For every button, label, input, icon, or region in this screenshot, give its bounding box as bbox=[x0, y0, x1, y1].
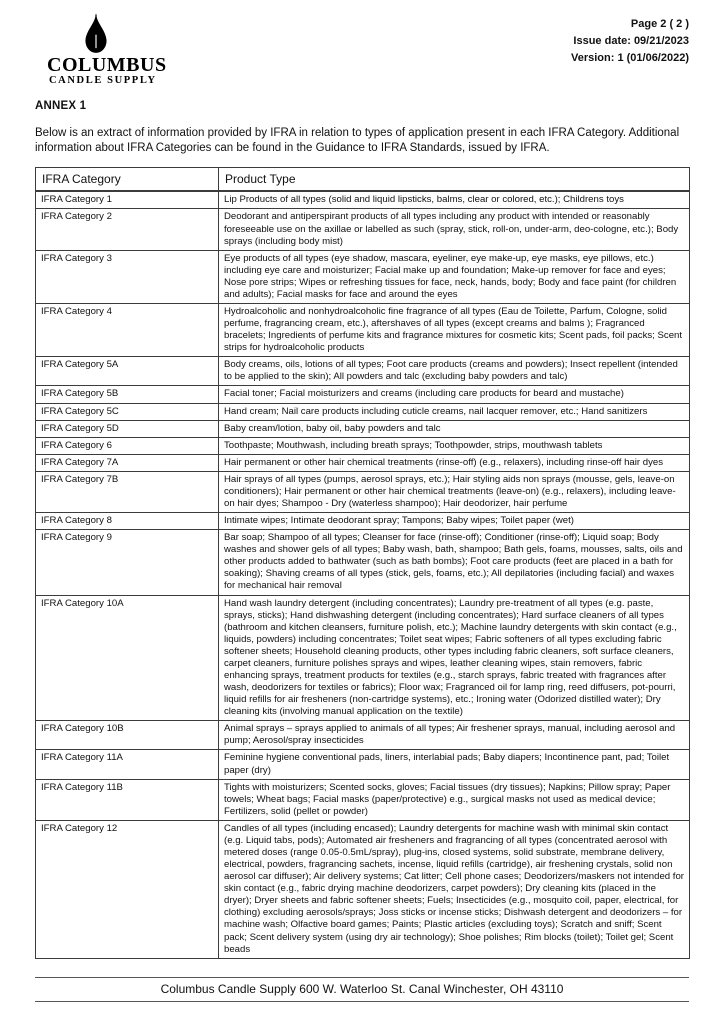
ifra-category-cell: IFRA Category 7B bbox=[36, 471, 219, 512]
company-logo bbox=[35, 14, 235, 87]
page-number: Page 2 ( 2 ) bbox=[630, 18, 689, 30]
column-header-product-type: Product Type bbox=[219, 168, 690, 192]
product-type-cell: Hand cream; Nail care products including cuticle creams, nail lacquer remover, etc.; Hand sanitizers bbox=[219, 403, 690, 420]
table-row bbox=[36, 209, 690, 250]
ifra-category-cell: IFRA Category 5B bbox=[36, 386, 219, 403]
flame-icon bbox=[81, 14, 111, 54]
product-type-cell: Hair sprays of all types (pumps, aerosol sprays, etc.); Hair styling aids non sprays (mousse, gels, leave-on conditioners); Hair permanent or other hair chemical treatments (leave-on) (e.g., relaxers), including leave-on hair dyes; Shampoo - Dry (waterless shampoo); Hair deodorizer, hair perfume bbox=[219, 471, 690, 512]
ifra-category-cell: IFRA Category 7A bbox=[36, 454, 219, 471]
product-type-cell: Candles of all types (including encased); Laundry detergents for machine wash with minimal skin contact (e.g. Liquid tabs, pods); Automated air fresheners and fragrancing of all types (concentrated aerosol with metered doses (range 0.05-0.5mL/spray), plug-ins, closed systems, solid substrate, membrane delivery, electrical, powders, fragrancing sachets, incense, liquid refills (cartridge), air freshening crystals, solid non aerosol car diffuser); Air delivery systems; Cat litter; Cell phone cases; Deodorizers/maskers not intended for skin contact (e.g., fabric drying machine deodorizers, carpet powders); Dry cleaning kits (placed in the dryer); Dryer sheets and fabric softener sheets; Fuels; Insecticides (e.g., mosquito coil, paper, electrical, for clothing) excluding aerosols/sprays; Joss sticks or incense sticks; Dishwash detergent and deodorizers – for machine wash; Olfactive board games; Paints; Plastic articles (excluding toys); Scratch and sniff; Scent pack; Scent delivery system (using dry air technology); Shoe polishes; Rim blocks (toilet); Toilet gel; Scent beads bbox=[219, 820, 690, 958]
table-row bbox=[36, 779, 690, 820]
table-row bbox=[36, 386, 690, 403]
table-row bbox=[36, 437, 690, 454]
product-type-cell: Hair permanent or other hair chemical treatments (rinse-off) (e.g., relaxers), including rinse-off hair dyes bbox=[219, 454, 690, 471]
ifra-category-cell: IFRA Category 5A bbox=[36, 357, 219, 386]
product-type-cell: Tights with moisturizers; Scented socks, gloves; Facial tissues (dry tissues); Napkins; Pillow spray; Paper towels; Wheat bags; Facial masks (paper/protective) e.g., surgical masks not used as medical device; Fertilizers, solid (pellet or powder) bbox=[219, 779, 690, 820]
issue-date: Issue date: 09/21/2023 bbox=[573, 35, 689, 48]
annex-title: ANNEX 1 bbox=[35, 100, 87, 112]
logo-subtitle: CANDLE SUPPLY bbox=[49, 75, 157, 86]
ifra-category-cell: IFRA Category 2 bbox=[36, 209, 219, 250]
product-type-cell: Lip Products of all types (solid and liquid lipsticks, balms, clear or colored, etc.); Childrens toys bbox=[219, 191, 690, 209]
page-header bbox=[35, 14, 689, 86]
table-row bbox=[36, 191, 690, 209]
product-type-cell: Animal sprays – sprays applied to animals of all types; Air freshener sprays, manual, including aerosol and pump; Aerosol/spray insecticides bbox=[219, 721, 690, 750]
table-row bbox=[36, 513, 690, 530]
product-type-cell: Hand wash laundry detergent (including concentrates); Laundry pre-treatment of all types (e.g. paste, sprays, sticks); Hand dishwashing detergent (including concentrates); Hard surface cleaners of all types (bathroom and kitchen cleansers, furniture polish, etc.); Machine laundry detergents with skin contact (e.g., liquids, powders) including concentrates; Toilet seat wipes; Fabric softeners of all types excluding fabric softener sheets; Household cleaning products, other types including fabric cleaners, soft surface cleaners, carpet cleaners, furniture polishes sprays and wipes, leather cleaning wipes, stain removers, fabric enhancing sprays, treatment products for textiles (e.g., starch sprays, fabric treated with fragrances after wash, deodorizers for textiles or fabrics); Floor wax; Fragranced oil for lamp ring, reed diffusers, pot-pourri, liquid refills for air fresheners (non-cartridge systems), etc.; Ironing water (Odorized distilled water); Dry cleaning kits (involving manual application on the textile) bbox=[219, 595, 690, 721]
table-row bbox=[36, 250, 690, 303]
product-type-cell: Feminine hygiene conventional pads, liners, interlabial pads; Baby diapers; Incontinence pant, pad; Toilet paper (dry) bbox=[219, 750, 690, 779]
column-header-ifra-category: IFRA Category bbox=[36, 168, 219, 192]
ifra-category-cell: IFRA Category 4 bbox=[36, 303, 219, 356]
product-type-cell: Facial toner; Facial moisturizers and creams (including care products for beard and mustache) bbox=[219, 386, 690, 403]
table-row bbox=[36, 750, 690, 779]
product-type-cell: Intimate wipes; Intimate deodorant spray; Tampons; Baby wipes; Toilet paper (wet) bbox=[219, 513, 690, 530]
ifra-category-cell: IFRA Category 8 bbox=[36, 513, 219, 530]
document-meta bbox=[571, 14, 689, 67]
ifra-category-table bbox=[35, 167, 690, 958]
product-type-cell: Body creams, oils, lotions of all types; Foot care products (creams and powders); Insect repellent (intended to be applied to the skin); All powders and talc (excluding baby powders and talc) bbox=[219, 357, 690, 386]
table-row bbox=[36, 454, 690, 471]
product-type-cell: Hydroalcoholic and nonhydroalcoholic fine fragrance of all types (Eau de Toilette, Parfum, Cologne, solid perfume, fragrancing cream, etc.), aftershaves of all types (except creams and balms ); Fragranced bracelets; Ingredients of perfume kits and fragrance mixtures for cosmetic kits; Scent pads, foil packs; Scent strips for hydroalcoholic products bbox=[219, 303, 690, 356]
table-row bbox=[36, 357, 690, 386]
table-row bbox=[36, 530, 690, 595]
table-row bbox=[36, 303, 690, 356]
product-type-cell: Deodorant and antiperspirant products of all types including any product with intended or reasonably foreseeable use on the axillae or labelled as such (spray, stick, roll-on, under-arm, deo-cologne, etc.); Body sprays (including body mist) bbox=[219, 209, 690, 250]
ifra-category-cell: IFRA Category 6 bbox=[36, 437, 219, 454]
ifra-category-cell: IFRA Category 10B bbox=[36, 721, 219, 750]
product-type-cell: Toothpaste; Mouthwash, including breath sprays; Toothpowder, strips, mouthwash tablets bbox=[219, 437, 690, 454]
table-row bbox=[36, 820, 690, 958]
footer-address: Columbus Candle Supply 600 W. Waterloo St. Canal Winchester, OH 43110 bbox=[35, 977, 689, 1002]
logo-title: COLUMBUS bbox=[47, 54, 167, 76]
ifra-category-cell: IFRA Category 9 bbox=[36, 530, 219, 595]
table-row bbox=[36, 420, 690, 437]
ifra-category-cell: IFRA Category 10A bbox=[36, 595, 219, 721]
product-type-cell: Baby cream/lotion, baby oil, baby powders and talc bbox=[219, 420, 690, 437]
table-row bbox=[36, 471, 690, 512]
table-row bbox=[36, 403, 690, 420]
ifra-category-cell: IFRA Category 5D bbox=[36, 420, 219, 437]
ifra-category-cell: IFRA Category 1 bbox=[36, 191, 219, 209]
version: Version: 1 (01/06/2022) bbox=[570, 52, 689, 65]
ifra-category-cell: IFRA Category 12 bbox=[36, 820, 219, 958]
product-type-cell: Bar soap; Shampoo of all types; Cleanser for face (rinse-off); Conditioner (rinse-off); Liquid soap; Body washes and shower gels of all types; Baby wash, bath, shampoo; Bath gels, foams, mousses, salts, oils and other products added to bathwater (such as bath bombs); Foot care products (feet are placed in a bath for soaking); Shaving creams of all types (stick, gels, foams, etc.); All depilatories (including facial) and waxes for mechanical hair removal bbox=[219, 530, 690, 595]
ifra-category-cell: IFRA Category 11A bbox=[36, 750, 219, 779]
ifra-category-cell: IFRA Category 3 bbox=[36, 250, 219, 303]
table-header-row bbox=[36, 168, 690, 192]
ifra-category-cell: IFRA Category 11B bbox=[36, 779, 219, 820]
ifra-category-cell: IFRA Category 5C bbox=[36, 403, 219, 420]
table-row bbox=[36, 721, 690, 750]
product-type-cell: Eye products of all types (eye shadow, mascara, eyeliner, eye make-up, eye masks, eye pillows, etc.) including eye care and moisturizer; Facial make up and foundation; Make-up remover for face and eyes; Nose pore strips; Wipes or refreshing tissues for face, neck, hands, body; Body and face paint (for children and adults); Facial masks for face and around the eyes bbox=[219, 250, 690, 303]
intro-paragraph: Below is an extract of information provided by IFRA in relation to types of application present in each IFRA Category. Additional information about IFRA Categories can be found in the Guidance to IFRA Standards, issued by IFRA. bbox=[35, 127, 680, 155]
table-row bbox=[36, 595, 690, 721]
